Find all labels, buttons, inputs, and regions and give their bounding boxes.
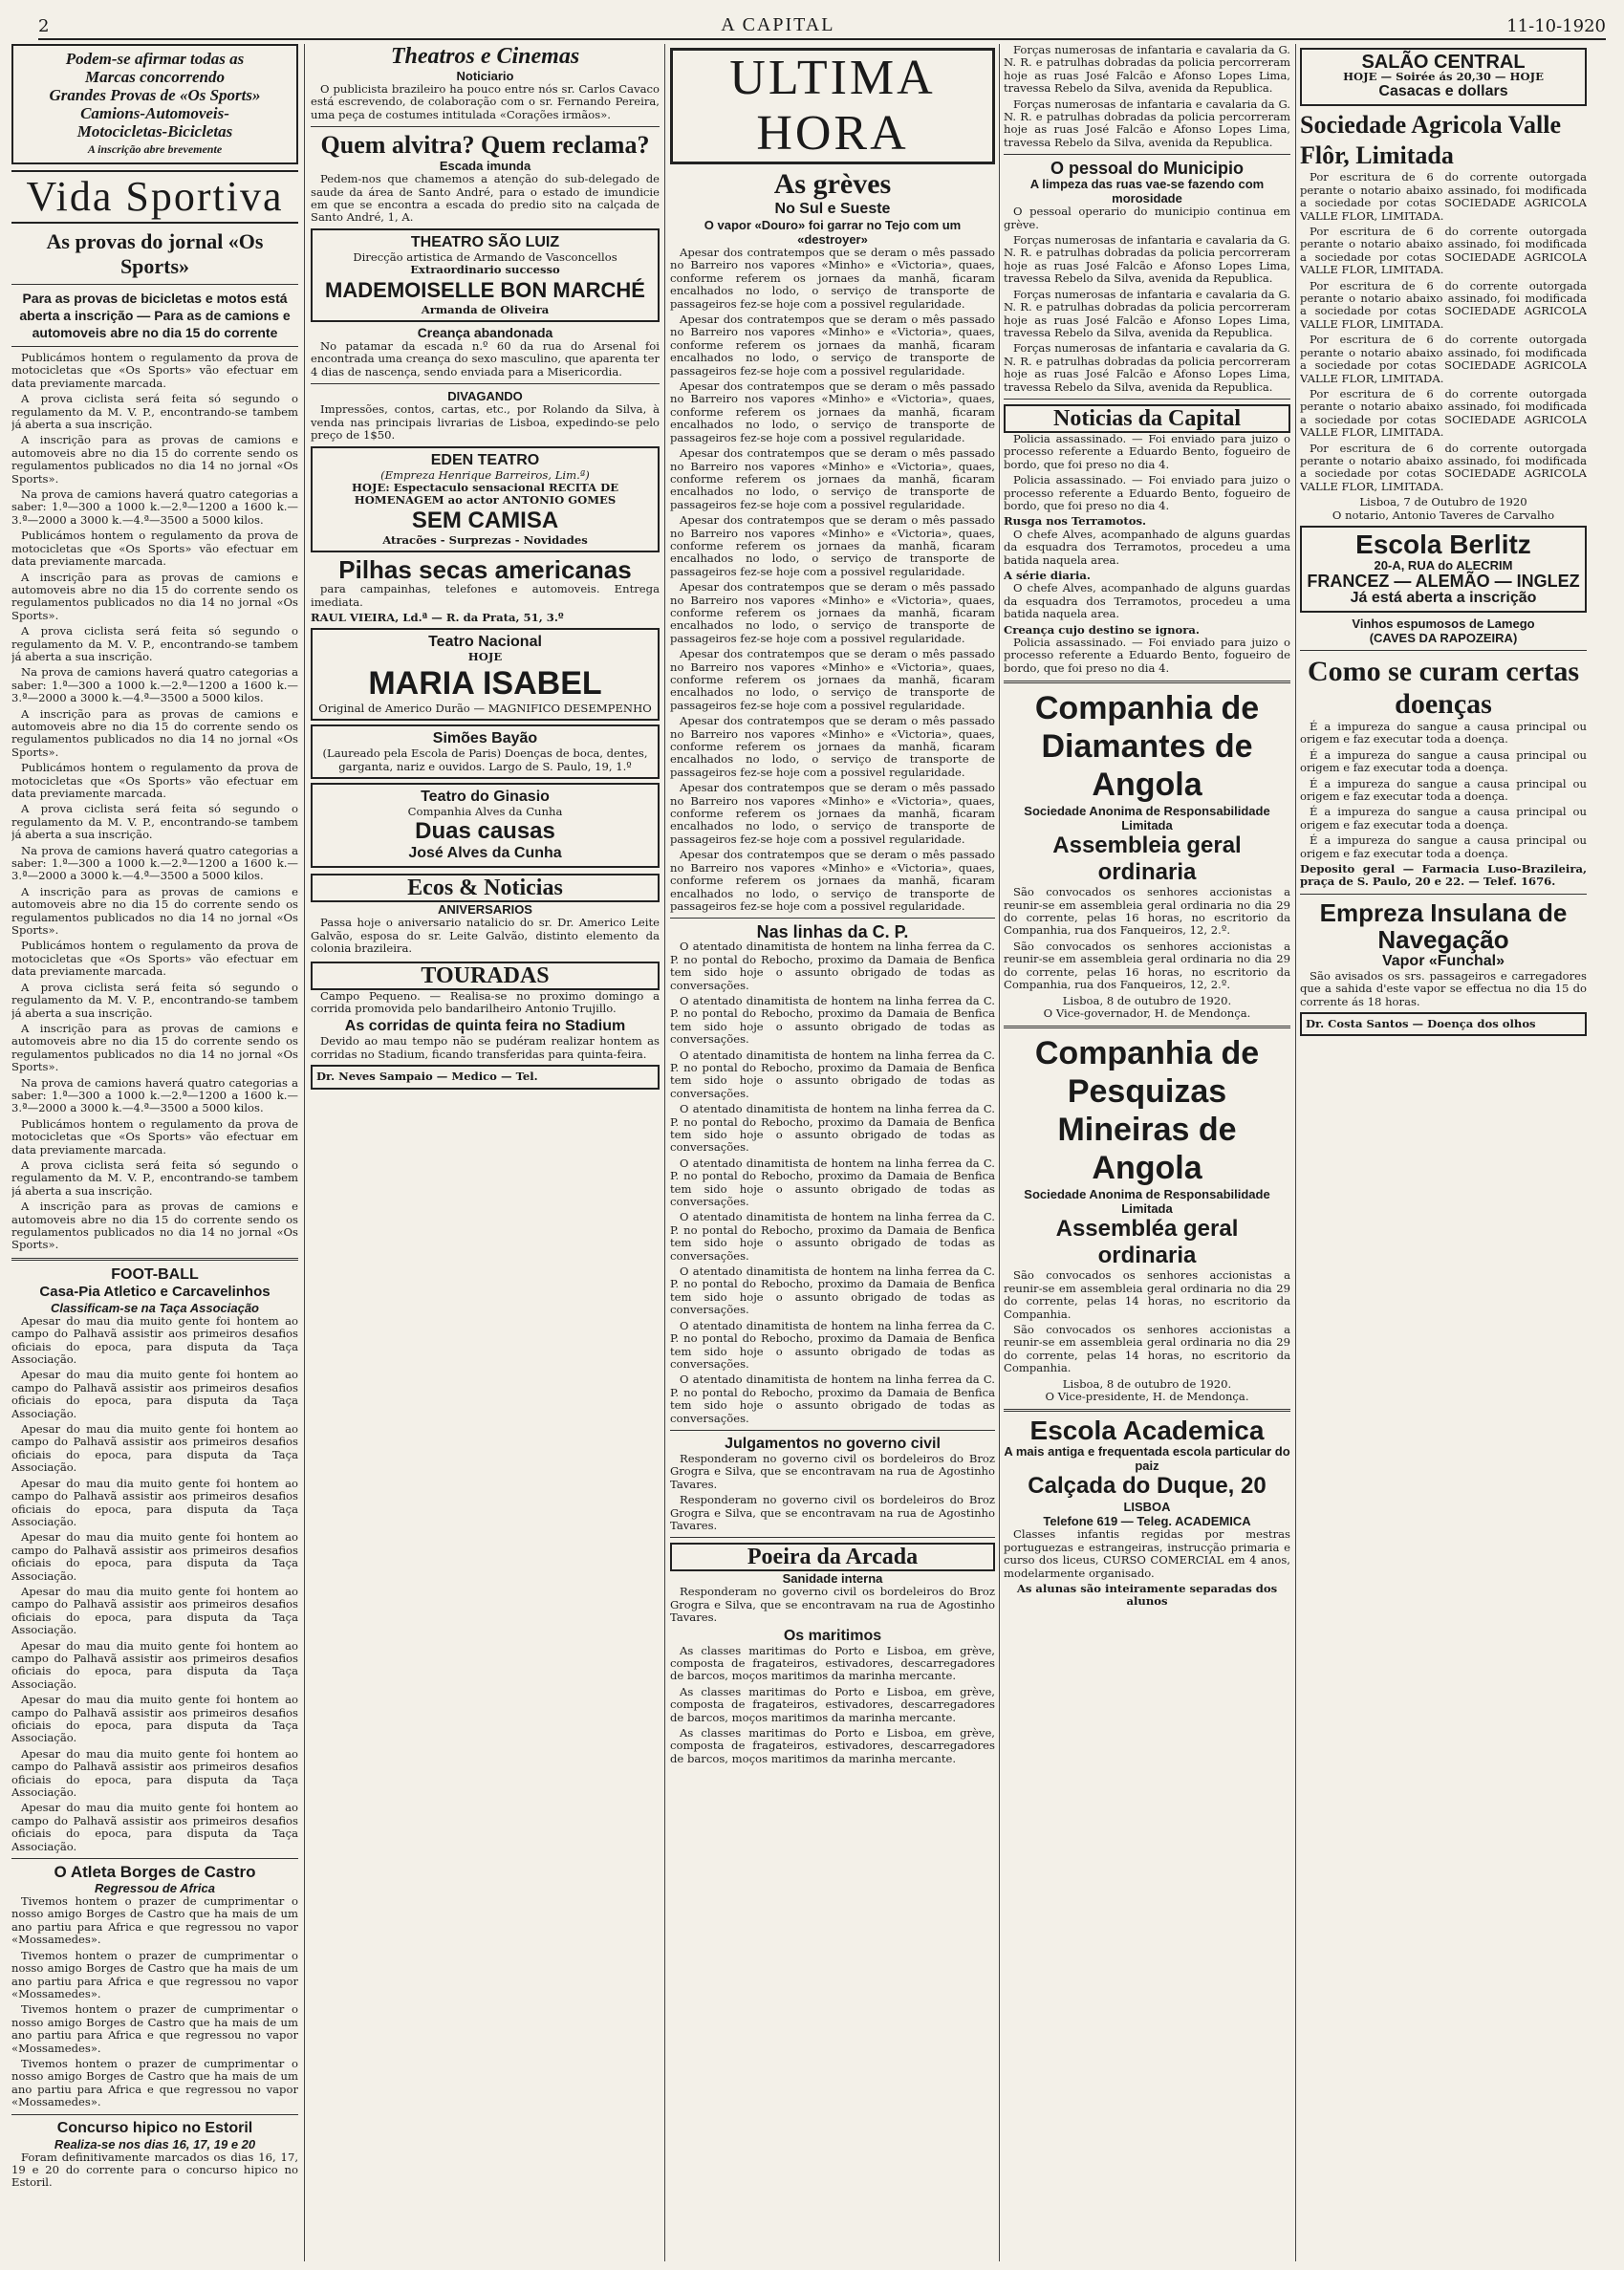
hipico-title: Concurso hipico no Estoril <box>56 2119 253 2136</box>
column-3 <box>670 44 995 2261</box>
paragraph: Policia assassinado. — Foi enviado para juizo o processo referente a Eduardo Bento, fogueiro de bordo, que foi preso no dia 4. <box>1004 473 1290 512</box>
paragraph: Foram definitivamente marcados os dias 16, 17, 19 e 20 do corrente para o concurso hipico no Estoril. <box>11 2150 298 2190</box>
ad-text: Atracões - Surprezas - Novidades <box>382 532 588 547</box>
paragraph: O atentado dinamitista de hontem na linha ferrea da C. P. no pontal do Rebocho, proximo da Damaia de Benfica tem sido hoje o assunto obrigado de todas as conversações. <box>670 1318 995 1371</box>
sociedade-sign: O notario, Antonio Taveres de Carvalho <box>1332 508 1555 522</box>
sul-sueste-title: No Sul e Sueste <box>774 201 891 217</box>
paragraph: É a impureza do sangue a causa principal ou origem e faz executar toda a doença. <box>1300 747 1587 775</box>
neves-ad: Dr. Neves Sampaio — Medico — Tel. <box>311 1065 660 1089</box>
paragraph: Forças numerosas de infantaria e cavalaria da G. N. R. e patrulhas dobradas da policia percorreram hoje as ruas José Falcão e Afonso Lopes Lima, travessa Rebelo da Silva, avenida da Republica. <box>1004 44 1290 96</box>
ad-title: THEATRO SÃO LUIZ <box>410 233 560 250</box>
ginasio-ad <box>311 783 660 868</box>
sanidade-title: Sanidade interna <box>782 1571 883 1587</box>
athlete-sub: Regressou de Africa <box>95 1881 215 1896</box>
paragraph: A inscrição para as provas de camions e automoveis abre no dia 15 do corrente sendo os regulamentos publicados no dia 14 no jornal «Os Sports». <box>11 570 298 622</box>
escola-title: Escola Academica <box>1029 1416 1265 1446</box>
paragraph: A inscrição para as provas de camions e automoveis abre no dia 15 do corrente sendo os regulamentos publicados no dia 14 no jornal «Os Sports». <box>11 1200 298 1252</box>
subhead: Para as provas de bicicletas e motos está aberta a inscrição — Para as de camions e automoveis abre no dia 15 do corrente <box>19 291 291 340</box>
rusga-title: Rusga nos Terramotos. <box>1004 514 1147 529</box>
paragraph: São convocados os senhores accionistas a reunir-se em assembleia geral ordinaria no dia 29 do corrente, pelas 16 horas, no escritorio da Companhia, rua dos Fanqueiros, 12, 2.º. <box>1004 885 1290 938</box>
paragraph: Apesar do mau dia muito gente foi hontem ao campo do Palhavã assistir aos primeiros desafios oficiais do epoca, para disputa da Taça Associação. <box>11 1801 298 1853</box>
paragraph: Na prova de camions haverá quatro categorias a saber: 1.ª—300 a 1000 k.—2.ª—1200 a 1600 k.—3.ª—2000 a 3000 k.—4.ª—3500 a 5000 kilos. <box>11 487 298 527</box>
paragraph: A prova ciclista será feita só segundo o regulamento da M. V. P., encontrando-se tambem já aberta a sua inscrição. <box>11 392 298 432</box>
paragraph: Por escritura de 6 do corrente outorgada perante o notario abaixo assinado, foi modificada a sociedade por cotas SOCIEDADE AGRICOLA VALLE FLOR, LIMITADA. <box>1300 441 1587 493</box>
paragraph: Pedem-nos que chamemos a atenção do sub-delegado de saude da área de Santo André, para o estado de imundicie em que se encontra a escada do predio sito na calçada de Santo André, 1, A. <box>311 172 660 225</box>
paragraph: As classes maritimas do Porto e Lisboa, em grève, composta de fragateiros, estivadores, descarregadores de barcos, moços maritimos da marinha mercante. <box>670 1643 995 1683</box>
paragraph: As classes maritimas do Porto e Lisboa, em grève, composta de fragateiros, estivadores, descarregadores de barcos, moços maritimos da marinha mercante. <box>670 1726 995 1765</box>
page-number: 2 <box>38 16 50 36</box>
paragraph: Responderam no governo civil os bordeleiros do Broz Grogra e Silva, que se encontravam na rua de Agostinho Tavares. <box>670 1585 995 1625</box>
football-sub: Classificam-se na Taça Associação <box>51 1300 259 1315</box>
paragraph: A prova ciclista será feita só segundo o regulamento da M. V. P., encontrando-se tambem já aberta a sua inscrição. <box>11 802 298 842</box>
paragraph: Apesar do mau dia muito gente foi hontem ao campo do Palhavã assistir aos primeiros desafios oficiais do epoca, para disputa da Taça Associação. <box>11 1693 298 1745</box>
paragraph: Apesar do mau dia muito gente foi hontem ao campo do Palhavã assistir aos primeiros desafios oficiais do epoca, para disputa da Taça Associação. <box>11 1422 298 1475</box>
paragraph: Passa hoje o aniversario natalicio do sr. Dr. Americo Leite Galvão, esposa do sr. Leite Galvão, distinto elemento da colonia brazileira. <box>311 916 660 956</box>
paragraph: Publicámos hontem o regulamento da prova de motocicletas que «Os Sports» vão efectuar em data previamente marcada. <box>11 939 298 979</box>
berlitz-ad <box>1300 526 1587 613</box>
paragraph: Publicámos hontem o regulamento da prova de motocicletas que «Os Sports» vão efectuar em data previamente marcada. <box>11 529 298 569</box>
empreza-ship: Vapor «Funchal» <box>1381 952 1505 969</box>
paragraph: Apesar dos contratempos que se deram o mês passado no Barreiro nos vapores «Minho» e «Victoria», quaes, conforme referem os jornaes da manhã, ficaram encalhados no lodo, o serviço de transporte de passageiros fez-se hoje com a possivel regularidade. <box>670 513 995 578</box>
paragraph: Por escritura de 6 do corrente outorgada perante o notario abaixo assinado, foi modificada a sociedade por cotas SOCIEDADE AGRICOLA VALLE FLOR, LIMITADA. <box>1300 170 1587 223</box>
paragraph: Apesar dos contratempos que se deram o mês passado no Barreiro nos vapores «Minho» e «Victoria», quaes, conforme referem os jornaes da manhã, ficaram encalhados no lodo, o serviço de transporte de passageiros fez-se hoje com a possivel regularidade. <box>670 714 995 779</box>
paragraph: Tivemos hontem o prazer de cumprimentar o nosso amigo Borges de Castro que ha mais de um ano partiu para Africa e que regressou no vapor «Mossamedes». <box>11 2056 298 2109</box>
paragraph: Apesar dos contratempos que se deram o mês passado no Barreiro nos vapores «Minho» e «Victoria», quaes, conforme referem os jornaes da manhã, ficaram encalhados no lodo, o serviço de transporte de passageiros fez-se hoje com a possivel regularidade. <box>670 313 995 378</box>
paragraph: Tivemos hontem o prazer de cumprimentar o nosso amigo Borges de Castro que ha mais de um ano partiu para Africa e que regressou no vapor «Mossamedes». <box>11 1894 298 1947</box>
paragraph: Apesar dos contratempos que se deram o mês passado no Barreiro nos vapores «Minho» e «Victoria», quaes, conforme referem os jornaes da manhã, ficaram encalhados no lodo, o serviço de transporte de passageiros fez-se hoje com a possivel regularidade. <box>670 446 995 511</box>
ad-title: Escola Berlitz <box>1355 529 1531 559</box>
diamantes-assembly: Assembleia geral ordinaria <box>1052 832 1242 886</box>
paragraph: Por escritura de 6 do corrente outorgada perante o notario abaixo assinado, foi modificada a sociedade por cotas SOCIEDADE AGRICOLA VALLE FLOR, LIMITADA. <box>1300 333 1587 385</box>
ad-title: Simões Bayão <box>432 730 538 747</box>
salao-central-ad <box>1300 48 1587 106</box>
julgamentos-title: Julgamentos no governo civil <box>725 1435 941 1452</box>
paragraph: Tivemos hontem o prazer de cumprimentar o nosso amigo Borges de Castro que ha mais de um ano partiu para Africa e que regressou no vapor «Mossamedes». <box>11 2002 298 2055</box>
paragraph: A prova ciclista será feita só segundo o regulamento da M. V. P., encontrando-se tambem já aberta a sua inscrição. <box>11 1157 298 1198</box>
column-2 <box>311 44 660 2261</box>
paragraph: A inscrição para as provas de camions e automoveis abre no dia 15 do corrente sendo os regulamentos publicados no dia 14 no jornal «Os Sports». <box>11 1021 298 1074</box>
paragraph: Por escritura de 6 do corrente outorgada perante o notario abaixo assinado, foi modificada a sociedade por cotas SOCIEDADE AGRICOLA VALLE FLOR, LIMITADA. <box>1300 225 1587 277</box>
paragraph: Apesar do mau dia muito gente foi hontem ao campo do Palhavã assistir aos primeiros desafios oficiais do epoca, para disputa da Taça Associação. <box>11 1530 298 1583</box>
athlete-title: O Atleta Borges de Castro <box>54 1863 256 1882</box>
headline: As provas do jornal «Os Sports» <box>46 229 264 278</box>
pesquisas-title: Companhia de Pesquizas Mineiras de Angola <box>1034 1035 1260 1187</box>
newspaper-title: A CAPITAL <box>721 14 835 35</box>
crianca-title: Creança abandonada <box>417 325 553 341</box>
corridas-title: As corridas de quinta feira no Stadium <box>344 1018 626 1035</box>
diamantes-sign: O Vice-governador, H. de Mendonça. <box>1043 1005 1251 1020</box>
paragraph: Forças numerosas de infantaria e cavalaria da G. N. R. e patrulhas dobradas da policia percorreram hoje as ruas José Falcão e Afonso Lopes Lima, travessa Rebelo da Silva, avenida da Republica. <box>1004 341 1290 394</box>
escola-footer: As alunas são inteiramente separadas dos alunos <box>1016 1582 1278 1609</box>
ecos-sub: ANIVERSARIOS <box>438 902 532 918</box>
ad-text: (Laureado pela Escola de Paris) Doenças de boca, dentes, garganta, nariz e ouvidos. Largo de S. Paulo, 19, 1.º <box>322 746 648 773</box>
costa-ad: Dr. Costa Santos — Doença dos olhos <box>1300 1012 1587 1036</box>
paragraph: A prova ciclista será feita só segundo o regulamento da M. V. P., encontrando-se tambem já aberta a sua inscrição. <box>11 980 298 1020</box>
paragraph: É a impureza do sangue a causa principal ou origem e faz executar toda a doença. <box>1300 805 1587 832</box>
column-rule <box>664 44 665 2261</box>
ad-text: HOJE — Soirée ás 20,30 — HOJE <box>1343 70 1544 83</box>
ad-title: Teatro do Ginasio <box>421 788 550 805</box>
paragraph: São convocados os senhores accionistas a reunir-se em assembleia geral ordinaria no dia 29 do corrente, pelas 14 horas, no escritorio da Companhia. <box>1004 1268 1290 1321</box>
logo-line: Grandes Provas de «Os Sports» <box>49 86 261 104</box>
paragraph: Apesar dos contratempos que se deram o mês passado no Barreiro nos vapores «Minho» e «Victoria», quaes, conforme referem os jornaes da manhã, ficaram encalhados no lodo, o serviço de transporte de passageiros fez-se hoje com a possivel regularidade. <box>670 246 995 311</box>
ad-title: EDEN TEATRO <box>430 451 540 468</box>
paragraph: Forças numerosas de infantaria e cavalaria da G. N. R. e patrulhas dobradas da policia percorreram hoje as ruas José Falcão e Afonso Lopes Lima, travessa Rebelo da Silva, avenida da Republica. <box>1004 97 1290 149</box>
column-5 <box>1300 44 1587 2261</box>
ad-text: HOJE <box>467 650 503 664</box>
paragraph: Na prova de camions haverá quatro categorias a saber: 1.ª—300 a 1000 k.—2.ª—1200 a 1600 k.—3.ª—2000 a 3000 k.—4.ª—3500 a 5000 kilos. <box>11 1075 298 1115</box>
serie-title: A série diaria. <box>1004 569 1091 582</box>
paragraph: para campainhas, telefones e automoveis. Entrega imediata. <box>311 582 660 609</box>
douro-title: O vapor «Douro» foi garrar no Tejo com um «destroyer» <box>704 218 962 247</box>
diamantes-title: Companhia de Diamantes de Angola <box>1034 690 1260 804</box>
crianca-destino-title: Creança cujo destino se ignora. <box>1004 622 1200 637</box>
deposito: Deposito geral — Farmacia Luso-Brazileira, praça de S. Paulo, 20 e 22. — Telef. 1676. <box>1300 862 1587 889</box>
paragraph: Apesar do mau dia muito gente foi hontem ao campo do Palhavã assistir aos primeiros desafios oficiais do epoca, para disputa da Taça Associação. <box>11 1584 298 1637</box>
paragraph: Apesar do mau dia muito gente foi hontem ao campo do Palhavã assistir aos primeiros desafios oficiais do epoca, para disputa da Taça Associação. <box>11 1746 298 1800</box>
ad-text: José Alves da Cunha <box>408 845 562 862</box>
column-rule <box>999 44 1000 2261</box>
logo-line: Marcas concorrendo <box>85 68 225 86</box>
pessoal-sub: A limpeza das ruas vae-se fazendo com morosidade <box>1029 177 1265 206</box>
pesquisas-sub: Sociedade Anonima de Responsabilidade Limitada <box>1024 1187 1270 1217</box>
paragraph: Apesar do mau dia muito gente foi hontem ao campo do Palhavã assistir aos primeiros desafios oficiais do epoca, para disputa da Taça Associação. <box>11 1368 298 1420</box>
football-headline: Casa-Pia Atletico e Carcavelinhos <box>39 1283 271 1300</box>
paragraph: É a impureza do sangue a causa principal ou origem e faz executar toda a doença. <box>1300 719 1587 746</box>
paragraph: O pessoal operario do municipio continua em grève. <box>1004 205 1290 231</box>
logo-line: Camions-Automoveis- <box>80 104 229 122</box>
escola-phone: Telefone 619 — Teleg. ACADEMICA <box>1043 1514 1251 1529</box>
ad-text: Direcção artistica de Armando de Vasconcellos <box>353 249 617 264</box>
ad-title: SALÃO CENTRAL <box>1361 52 1526 73</box>
paragraph: Campo Pequeno. — Realisa-se no proximo domingo a corrida promovida pelo bandarilheiro Antonio Trujillo. <box>311 988 660 1015</box>
divagando-title: DIVAGANDO <box>447 389 523 404</box>
hipico-sub: Realiza-se nos dias 16, 17, 19 e 20 <box>54 2136 256 2151</box>
paragraph: Impressões, contos, cartas, etc., por Rolando da Silva, à venda nas principais livrarias de Lisboa, expedindo-se pelo preço de 1$50. <box>311 402 660 443</box>
paragraph: É a impureza do sangue a causa principal ou origem e faz executar toda a doença. <box>1300 833 1587 860</box>
ecos-title: Ecos & Noticias <box>311 874 660 902</box>
paragraph: Forças numerosas de infantaria e cavalaria da G. N. R. e patrulhas dobradas da policia percorreram hoje as ruas José Falcão e Afonso Lopes Lima, travessa Rebelo da Silva, avenida da Republica. <box>1004 287 1290 339</box>
ad-text: Armanda de Oliveira <box>421 302 550 316</box>
theatre-header: Theatros e Cinemas <box>390 44 580 69</box>
paragraph: Tivemos hontem o prazer de cumprimentar o nosso amigo Borges de Castro que ha mais de um ano partiu para Africa e que regressou no vapor «Mossamedes». <box>11 1948 298 2000</box>
paragraph: São convocados os senhores accionistas a reunir-se em assembleia geral ordinaria no dia 29 do corrente, pelas 16 horas, no escritorio da Companhia, rua dos Fanqueiros, 12, 2.º. <box>1004 939 1290 992</box>
nacional-ad <box>311 628 660 721</box>
ad-play: Casacas e dollars <box>1378 83 1508 100</box>
simoes-ad <box>311 724 660 779</box>
pilhas-company: RAUL VIEIRA, Ld.ª — R. da Prata, 51, 3.º <box>311 610 564 624</box>
issue-date: 11-10-1920 <box>1506 16 1606 36</box>
escada-title: Escada imunda <box>439 159 531 174</box>
paragraph: Apesar dos contratempos que se deram o mês passado no Barreiro nos vapores «Minho» e «Victoria», quaes, conforme referem os jornaes da manhã, ficaram encalhados no lodo, o serviço de transporte de passageiros fez-se hoje com a possivel regularidade. <box>670 647 995 712</box>
empreza-title: Empreza Insulana de Navegação <box>1319 897 1568 954</box>
ad-text: Companhia Alves da Cunha <box>407 804 563 818</box>
paragraph: O atentado dinamitista de hontem na linha ferrea da C. P. no pontal do Rebocho, proximo da Damaia de Benfica tem sido hoje o assunto obrigado de todas as conversações. <box>670 940 995 992</box>
greves-title: As grèves <box>773 168 892 200</box>
paragraph: Publicámos hontem o regulamento da prova de motocicletas que «Os Sports» vão efectuar em data previamente marcada. <box>11 761 298 800</box>
pesquisas-assembly: Assembléa geral ordinaria <box>1055 1216 1239 1269</box>
paragraph: O chefe Alves, acompanhado de alguns guardas da esquadra dos Terramotos, procedeu a uma batida naquela area. <box>1004 527 1290 567</box>
paragraph: O chefe Alves, acompanhado de alguns guardas da esquadra dos Terramotos, procedeu a uma batida naquela area. <box>1004 581 1290 621</box>
linhas-title: Nas linhas da C. P. <box>756 922 909 942</box>
paragraph: A inscrição para as provas de camions e automoveis abre no dia 15 do corrente sendo os regulamentos publicados no dia 14 no jornal «Os Sports». <box>11 433 298 486</box>
paragraph: Policia assassinado. — Foi enviado para juizo o processo referente a Eduardo Bento, fogueiro de bordo, que foi preso no dia 4. <box>1004 636 1290 675</box>
logo-line: A inscrição abre brevemente <box>87 142 223 156</box>
curam-title: Como se curam certas doenças <box>1307 655 1580 720</box>
pesquisas-date: Lisboa, 8 de outubro de 1920. <box>1062 1376 1232 1391</box>
paragraph: Policia assassinado. — Foi enviado para juizo o processo referente a Eduardo Bento, fogueiro de bordo, que foi preso no dia 4. <box>1004 431 1290 471</box>
paragraph: Na prova de camions haverá quatro categorias a saber: 1.ª—300 a 1000 k.—2.ª—1200 a 1600 k.—3.ª—2000 a 3000 k.—4.ª—3500 a 5000 kilos. <box>11 843 298 883</box>
paragraph: O publicista brazileiro ha pouco entre nós sr. Carlos Cavaco está escrevendo, de colaboração com o sr. Fernando Pereira, uma peça de costumes intitulada «Corações irmãos». <box>311 82 660 121</box>
ad-text: Extraordinario successo <box>410 263 560 277</box>
paragraph: O atentado dinamitista de hontem na linha ferrea da C. P. no pontal do Rebocho, proximo da Damaia de Benfica tem sido hoje o assunto obrigado de todas as conversações. <box>670 1048 995 1100</box>
paragraph: A inscrição para as provas de camions e automoveis abre no dia 15 do corrente sendo os regulamentos publicados no dia 14 no jornal «Os Sports». <box>11 884 298 938</box>
ad-title: Teatro Nacional <box>428 634 542 651</box>
paragraph: Publicámos hontem o regulamento da prova de motocicletas que «Os Sports» vão efectuar em data previamente marcada. <box>11 1116 298 1157</box>
eden-ad <box>311 446 660 553</box>
poeira-title: Poeira da Arcada <box>670 1543 995 1571</box>
ad-text: HOJE: Espectaculo sensacional RECITA DE HOMENAGEM ao actor ANTONIO GOMES <box>351 480 619 508</box>
column-1 <box>11 44 298 2261</box>
paragraph: A inscrição para as provas de camions e automoveis abre no dia 15 do corrente sendo os regulamentos publicados no dia 14 no jornal «Os Sports». <box>11 706 298 759</box>
paragraph: O atentado dinamitista de hontem na linha ferrea da C. P. no pontal do Rebocho, proximo da Damaia de Benfica tem sido hoje o assunto obrigado de todas as conversações. <box>670 1210 995 1263</box>
paragraph: Devido ao mau tempo não se pudéram realizar hontem as corridas no Stadium, ficando transferidas para quinta-feira. <box>311 1034 660 1061</box>
football-title: FOOT-BALL <box>111 1265 199 1283</box>
paragraph: Classes infantis regidas por mestras portuguezas e estrangeiras, instrucção primaria e curso dos liceus, CURSO COMERCIAL em 4 anos, modelarmente organisado. <box>1004 1527 1290 1580</box>
ad-text: FRANCEZ — ALEMÃO — INGLEZ <box>1307 571 1580 591</box>
escola-sub: A mais antiga e frequentada escola particular do paiz <box>1004 1444 1290 1474</box>
paragraph: O atentado dinamitista de hontem na linha ferrea da C. P. no pontal do Rebocho, proximo da Damaia de Benfica tem sido hoje o assunto obrigado de todas as conversações. <box>670 1373 995 1425</box>
paragraph: Apesar do mau dia muito gente foi hontem ao campo do Palhavã assistir aos primeiros desafios oficiais do epoca, para disputa da Taça Associação. <box>11 1476 298 1528</box>
maritimos-title: Os maritimos <box>783 1627 882 1644</box>
sociedade-date: Lisboa, 7 de Outubro de 1920 <box>1359 495 1527 509</box>
masthead <box>38 8 1606 40</box>
ad-text: 20-A, RUA do ALECRIM <box>1374 557 1513 573</box>
paragraph: São convocados os senhores accionistas a reunir-se em assembleia geral ordinaria no dia 29 do corrente, pelas 14 horas, no escritorio da Companhia. <box>1004 1322 1290 1375</box>
paragraph: Responderam no governo civil os bordeleiros do Broz Grogra e Silva, que se encontravam na rua de Agostinho Tavares. <box>670 1451 995 1491</box>
paragraph: Apesar dos contratempos que se deram o mês passado no Barreiro nos vapores «Minho» e «Victoria», quaes, conforme referem os jornaes da manhã, ficaram encalhados no lodo, o serviço de transporte de passageiros fez-se hoje com a possivel regularidade. <box>670 580 995 645</box>
ad-text: Original de Americo Durão — MAGNIFICO DESEMPENHO <box>318 701 652 715</box>
pessoal-title: O pessoal do Municipio <box>1050 159 1245 179</box>
paragraph: Apesar dos contratempos que se deram o mês passado no Barreiro nos vapores «Minho» e «Victoria», quaes, conforme referem os jornaes da manhã, ficaram encalhados no lodo, o serviço de transporte de passageiros fez-se hoje com a possivel regularidade. <box>670 781 995 846</box>
paragraph: O atentado dinamitista de hontem na linha ferrea da C. P. no pontal do Rebocho, proximo da Damaia de Benfica tem sido hoje o assunto obrigado de todas as conversações. <box>670 993 995 1047</box>
ad-play: Duas causas <box>415 818 555 845</box>
noticias-title: Noticias da Capital <box>1004 404 1290 433</box>
vinhos-title: Vinhos espumosos de Lamego <box>1352 616 1535 631</box>
escola-address: Calçada do Duque, 20 <box>1028 1473 1267 1500</box>
logo-line: Motocicletas-Bicicletas <box>76 122 233 141</box>
touradas-title: TOURADAS <box>311 962 660 990</box>
diamantes-sub: Sociedade Anonima de Responsabilidade Limitada <box>1024 804 1270 833</box>
ad-play: MADEMOISELLE BON MARCHÉ <box>325 277 645 302</box>
pesquisas-sign: O Vice-presidente, H. de Mendonça. <box>1045 1389 1249 1403</box>
column-4 <box>1004 44 1290 2261</box>
paragraph: Apesar dos contratempos que se deram o mês passado no Barreiro nos vapores «Minho» e «Victoria», quaes, conforme referem os jornaes da manhã, ficaram encalhados no lodo, o serviço de transporte de passageiros fez-se hoje com a possivel regularidade. <box>670 848 995 913</box>
noticiario-title: Noticiario <box>456 69 514 83</box>
paragraph: Apesar do mau dia muito gente foi hontem ao campo do Palhavã assistir aos primeiros desafios oficiais do epoca, para disputa da Taça Associação. <box>11 1638 298 1691</box>
section-title: Vida Sportiva <box>11 170 298 224</box>
paragraph: A prova ciclista será feita só segundo o regulamento da M. V. P., encontrando-se tambem já aberta a sua inscrição. <box>11 624 298 663</box>
paragraph: É a impureza do sangue a causa principal ou origem e faz executar toda a doença. <box>1300 776 1587 803</box>
paragraph: Forças numerosas de infantaria e cavalaria da G. N. R. e patrulhas dobradas da policia percorreram hoje as ruas José Falcão e Afonso Lopes Lima, travessa Rebelo da Silva, avenida da Republica. <box>1004 233 1290 286</box>
pilhas-title: Pilhas secas americanas <box>338 555 632 585</box>
paragraph: Por escritura de 6 do corrente outorgada perante o notario abaixo assinado, foi modificada a sociedade por cotas SOCIEDADE AGRICOLA VALLE FLOR, LIMITADA. <box>1300 278 1587 331</box>
paragraph: Apesar do mau dia muito gente foi hontem ao campo do Palhavã assistir aos primeiros desafios oficiais do epoca, para disputa da Taça Associação. <box>11 1313 298 1367</box>
paragraph: No patamar da escada n.º 60 da rua do Arsenal foi encontrada uma creança do sexo masculino, que aparenta ter 4 dias de nascença, sendo enviada para a Misericordia. <box>311 339 660 378</box>
sociedade-title: Sociedade Agricola Valle Flôr, Limitada <box>1300 111 1561 170</box>
paragraph: O atentado dinamitista de hontem na linha ferrea da C. P. no pontal do Rebocho, proximo da Damaia de Benfica tem sido hoje o assunto obrigado de todas as conversações. <box>670 1156 995 1209</box>
paragraph: São avisados os srs. passageiros e carregadores que a sahida d'este vapor se effectua no dia 15 do corrente ás 18 horas. <box>1300 968 1587 1008</box>
escola-city: LISBOA <box>1123 1500 1171 1515</box>
vinhos-sub: (CAVES DA RAPOZEIRA) <box>1369 630 1518 645</box>
paragraph: O atentado dinamitista de hontem na linha ferrea da C. P. no pontal do Rebocho, proximo da Damaia de Benfica tem sido hoje o assunto obrigado de todas as conversações. <box>670 1102 995 1155</box>
paragraph: Publicámos hontem o regulamento da prova de motocicletas que «Os Sports» vão efectuar em data previamente marcada. <box>11 351 298 390</box>
paragraph: Apesar dos contratempos que se deram o mês passado no Barreiro nos vapores «Minho» e «Victoria», quaes, conforme referem os jornaes da manhã, ficaram encalhados no lodo, o serviço de transporte de passageiros fez-se hoje com a possivel regularidade. <box>670 379 995 444</box>
paragraph: O atentado dinamitista de hontem na linha ferrea da C. P. no pontal do Rebocho, proximo da Damaia de Benfica tem sido hoje o assunto obrigado de todas as conversações. <box>670 1265 995 1317</box>
column-rule <box>304 44 305 2261</box>
column-rule <box>1295 44 1296 2261</box>
ultima-hora-title: ULTIMA HORA <box>670 48 995 164</box>
paragraph: Por escritura de 6 do corrente outorgada perante o notario abaixo assinado, foi modificada a sociedade por cotas SOCIEDADE AGRICOLA VALLE FLOR, LIMITADA. <box>1300 386 1587 440</box>
ad-text: Já está aberta a inscrição <box>1350 589 1537 606</box>
ad-play: MARIA ISABEL <box>368 664 602 702</box>
quem-title: Quem alvitra? Quem reclama? <box>320 131 650 160</box>
paragraph: As classes maritimas do Porto e Lisboa, em grève, composta de fragateiros, estivadores, descarregadores de barcos, moços maritimos da marinha mercante. <box>670 1684 995 1724</box>
diamantes-date: Lisboa, 8 de outubro de 1920. <box>1062 993 1232 1007</box>
paragraph: Na prova de camions haverá quatro categorias a saber: 1.ª—300 a 1000 k.—2.ª—1200 a 1600 k.—3.ª—2000 a 3000 k.—4.ª—3500 a 5000 kilos. <box>11 665 298 705</box>
ad-play: SEM CAMISA <box>411 507 559 533</box>
sao-luiz-ad <box>311 228 660 322</box>
ad-text: (Empreza Henrique Barreiros, Lim.ª) <box>380 467 590 482</box>
os-sports-logo <box>11 44 298 164</box>
logo-line: Podem-se afirmar todas as <box>65 50 245 68</box>
paragraph: Responderam no governo civil os bordeleiros do Broz Grogra e Silva, que se encontravam na rua de Agostinho Tavares. <box>670 1493 995 1532</box>
